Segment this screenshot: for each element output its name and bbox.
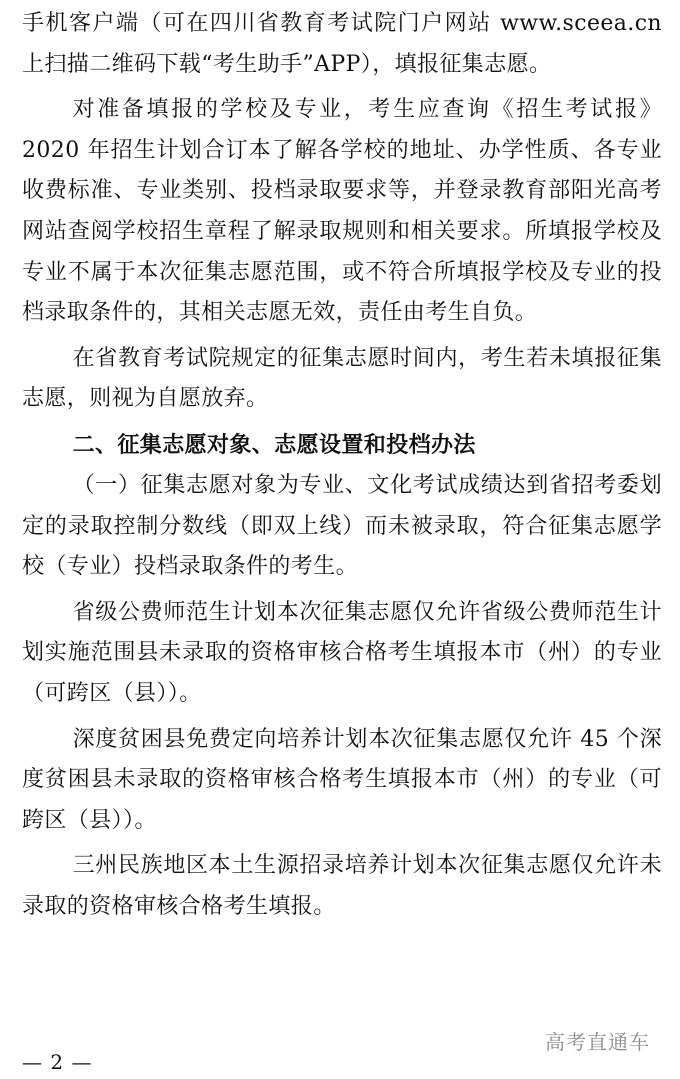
paragraph-ethnic-region-plan: 三州民族地区本土生源招录培养计划本次征集志愿仅允许未录取的资格审核合格考生填报。 bbox=[22, 853, 662, 919]
page-number: — 2 — bbox=[22, 1050, 93, 1074]
paragraph-download-app: 手机客户端（可在四川省教育考试院门户网站 www.sceea.cn 上扫描二维码下载“考生助手”APP），填报征集志愿。 bbox=[22, 11, 662, 77]
document-body bbox=[22, 4, 662, 927]
paragraph-abandon-notice: 在省教育考试院规定的征集志愿时间内，考生若未填报征集志愿，则视为自愿放弃。 bbox=[22, 345, 662, 412]
paragraph-teacher-plan: 省级公费师范生计划本次征集志愿仅允许省级公费师范生计划实施范围县未录取的资格审核合格考生填报本市（州）的专业（可跨区（县））。 bbox=[22, 599, 662, 706]
paragraph-poverty-county-plan: 深度贫困县免费定向培养计划本次征集志愿仅允许 45 个深度贫困县未录取的资格审核合格考生填报本市（州）的专业（可跨区（县））。 bbox=[22, 726, 662, 833]
watermark-text: 高考直通车 bbox=[545, 1030, 650, 1054]
paragraph-check-schools: 对准备填报的学校及专业，考生应查询《招生考试报》2020 年招生计划合订本了解各学校的地址、办学性质、各专业收费标准、专业类别、投档录取要求等，并登录教育部阳光高考网站查阅学校招生章程了解录取规则和相关要求。所填报学校及专业不属于本次征集志愿范围，或不符合所填报学校及专业的投档录取条件的，其相关志愿无效，责任由考生自负。 bbox=[22, 97, 662, 326]
section-heading: 二、征集志愿对象、志愿设置和投档办法 bbox=[72, 432, 476, 458]
paragraph-eligible-candidates: （一）征集志愿对象为专业、文化考试成绩达到省招考委划定的录取控制分数线（即双上线）而未被录取，符合征集志愿学校（专业）投档录取条件的考生。 bbox=[22, 472, 662, 580]
